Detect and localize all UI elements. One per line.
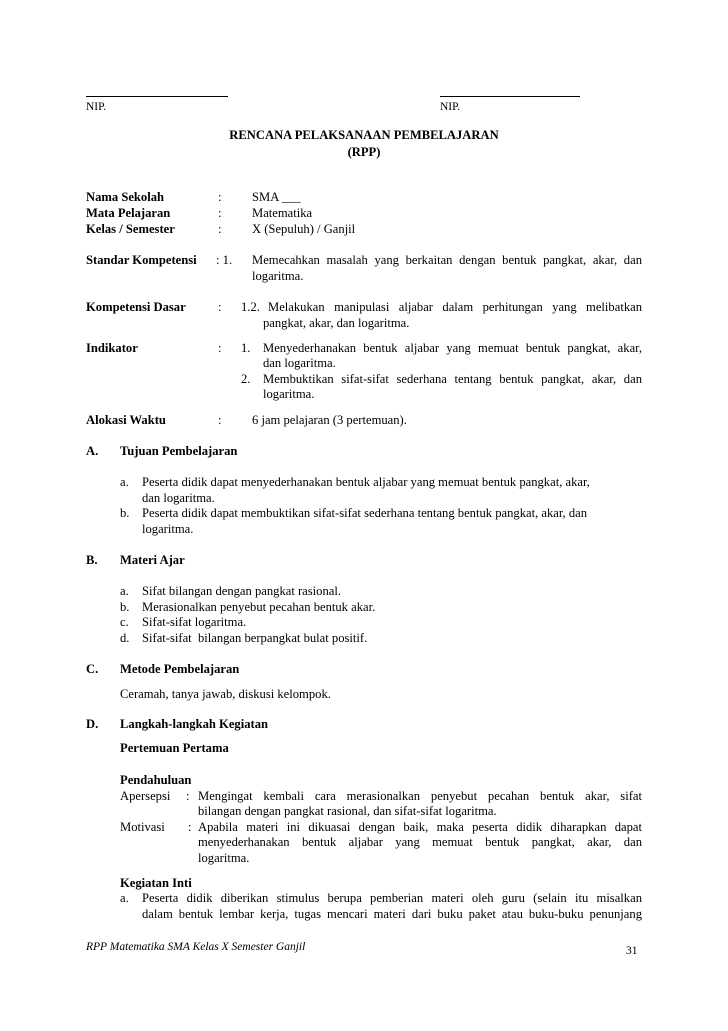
alokasi-sep: : bbox=[218, 413, 222, 427]
nip-left: NIP. bbox=[86, 101, 107, 113]
section-c-text: Ceramah, tanya jawab, diskusi kelompok. bbox=[120, 687, 331, 701]
signature-line-right bbox=[440, 96, 580, 97]
standar-text-line2: logaritma. bbox=[252, 269, 304, 283]
inti-item-mark: a. bbox=[120, 891, 129, 905]
list-item-text: Sifat bilangan dengan pangkat rasional. bbox=[142, 584, 341, 598]
list-item-text: Merasionalkan penyebut pecahan bentuk akar. bbox=[142, 600, 376, 614]
indikator-label: Indikator bbox=[86, 341, 138, 355]
indikator-item-number: 1. bbox=[241, 341, 251, 355]
identity-label-class: Kelas / Semester bbox=[86, 222, 175, 236]
kompetensi-number: 1.2. bbox=[241, 300, 260, 314]
list-item-line2: logaritma. bbox=[142, 522, 194, 536]
document-title: RENCANA PELAKSANAAN PEMBELAJARAN bbox=[229, 128, 499, 142]
identity-label-subject: Mata Pelajaran bbox=[86, 206, 171, 220]
motivasi-sep: : bbox=[188, 820, 192, 834]
signature-line-left bbox=[86, 96, 228, 97]
identity-sep-subject: : bbox=[218, 206, 222, 220]
section-c-title: Metode Pembelajaran bbox=[120, 662, 240, 676]
list-item-text: Sifat-sifat logaritma. bbox=[142, 615, 247, 629]
motivasi-line1: Apabila materi ini dikuasai dengan baik, maka peserta didik diharapkan dapat bbox=[198, 820, 642, 834]
section-b-letter: B. bbox=[86, 553, 98, 567]
list-item-mark: c. bbox=[120, 615, 129, 629]
apersepsi-line1: Mengingat kembali cara merasionalkan penyebut pecahan bentuk akar, sifat bbox=[198, 789, 642, 803]
inti-item-line1: Peserta didik diberikan stimulus berupa pemberian materi oleh guru (selain itu misalkan bbox=[142, 891, 642, 905]
identity-value-subject: Matematika bbox=[252, 206, 313, 220]
list-item-line2: dan logaritma. bbox=[142, 491, 215, 505]
list-item-mark: b. bbox=[120, 506, 130, 520]
indikator-item-number: 2. bbox=[241, 372, 251, 386]
kompetensi-text-line2: pangkat, akar, dan logaritma. bbox=[263, 316, 410, 330]
apersepsi-sep: : bbox=[186, 789, 190, 803]
nip-right: NIP. bbox=[440, 101, 461, 113]
indikator-item-line2: logaritma. bbox=[263, 387, 315, 401]
standar-label: Standar Kompetensi bbox=[86, 253, 197, 267]
pendahuluan-heading: Pendahuluan bbox=[120, 773, 192, 787]
section-c-letter: C. bbox=[86, 662, 99, 676]
motivasi-label: Motivasi bbox=[120, 820, 165, 834]
identity-sep-school: : bbox=[218, 190, 222, 204]
section-d-letter: D. bbox=[86, 717, 99, 731]
section-b-title: Materi Ajar bbox=[120, 553, 185, 567]
kompetensi-sep: : bbox=[218, 300, 222, 314]
list-item-line1: Peserta didik dapat membuktikan sifat-sifat sederhana tentang bentuk pangkat, akar, dan bbox=[142, 506, 588, 520]
identity-value-class: X (Sepuluh) / Ganjil bbox=[252, 222, 356, 236]
list-item-mark: d. bbox=[120, 631, 130, 645]
page-number: 31 bbox=[626, 945, 638, 957]
identity-label-school: Nama Sekolah bbox=[86, 190, 165, 204]
kompetensi-text-line1: Melakukan manipulasi aljabar dalam perhitungan yang melibatkan bbox=[268, 300, 642, 314]
section-a-title: Tujuan Pembelajaran bbox=[120, 444, 238, 458]
section-a-letter: A. bbox=[86, 444, 99, 458]
identity-sep-class: : bbox=[218, 222, 222, 236]
indikator-item-line1: Membuktikan sifat-sifat sederhana tentang bentuk pangkat, akar, dan bbox=[263, 372, 642, 386]
indikator-sep: : bbox=[218, 341, 222, 355]
list-item-mark: a. bbox=[120, 475, 129, 489]
apersepsi-label: Apersepsi bbox=[120, 789, 171, 803]
motivasi-line2: menyederhanakan bentuk aljabar yang memuat bentuk pangkat, akar, dan bbox=[198, 835, 642, 849]
motivasi-line3: logaritma. bbox=[198, 851, 250, 865]
list-item-line1: Peserta didik dapat menyederhanakan bentuk aljabar yang memuat bentuk pangkat, akar, bbox=[142, 475, 590, 489]
indikator-item-line1: Menyederhanakan bentuk aljabar yang memuat bentuk pangkat, akar, bbox=[263, 341, 642, 355]
identity-value-school: SMA ___ bbox=[252, 190, 301, 204]
footer-title: RPP Matematika SMA Kelas X Semester Ganjil bbox=[86, 941, 306, 953]
meeting-heading: Pertemuan Pertama bbox=[120, 741, 229, 755]
kompetensi-label: Kompetensi Dasar bbox=[86, 300, 186, 314]
alokasi-label: Alokasi Waktu bbox=[86, 413, 166, 427]
list-item-mark: b. bbox=[120, 600, 130, 614]
document-subtitle: (RPP) bbox=[347, 145, 381, 159]
list-item-text: Sifat-sifat bilangan berpangkat bulat positif. bbox=[142, 631, 368, 645]
standar-sep: : 1. bbox=[216, 253, 233, 267]
indikator-item-line2: dan logaritma. bbox=[263, 356, 336, 370]
inti-item-line2: dalam bentuk lembar kerja, tugas mencari materi dari buku paket atau buku-buku penunjang bbox=[142, 907, 642, 921]
apersepsi-line2: bilangan dengan pangkat rasional, dan sifat-sifat logaritma. bbox=[198, 804, 497, 818]
list-item-mark: a. bbox=[120, 584, 129, 598]
standar-text-line1: Memecahkan masalah yang berkaitan dengan bentuk pangkat, akar, dan bbox=[252, 253, 642, 267]
kegiatan-inti-heading: Kegiatan Inti bbox=[120, 876, 192, 890]
section-d-title: Langkah-langkah Kegiatan bbox=[120, 717, 269, 731]
alokasi-value: 6 jam pelajaran (3 pertemuan). bbox=[252, 413, 407, 427]
